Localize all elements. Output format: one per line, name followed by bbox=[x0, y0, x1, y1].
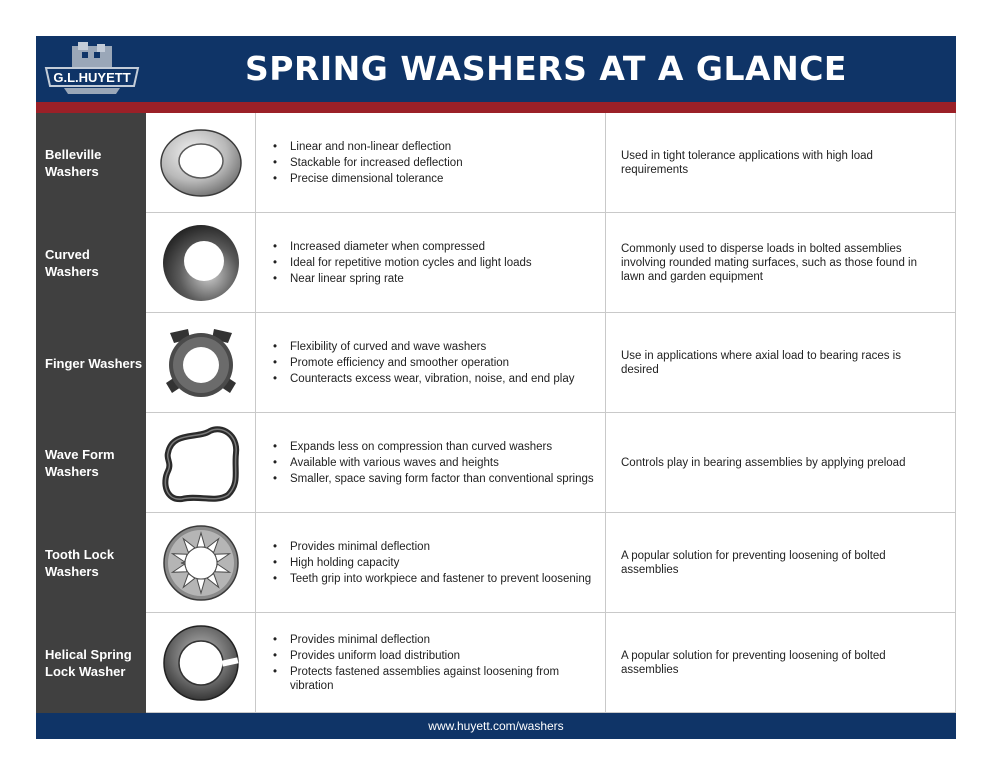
header-bar bbox=[36, 36, 956, 102]
use-cell: Used in tight tolerance applications with high load requirements bbox=[606, 113, 956, 213]
feature-item: • Available with various waves and heights bbox=[290, 456, 594, 470]
gl-huyett-logo bbox=[42, 40, 142, 98]
use-cell: Controls play in bearing assemblies by applying preload bbox=[606, 413, 956, 513]
table-row bbox=[36, 513, 956, 613]
table-row bbox=[36, 113, 956, 213]
table-row bbox=[36, 413, 956, 513]
table-row bbox=[36, 613, 956, 713]
feature-item: • Stackable for increased deflection bbox=[290, 156, 463, 170]
tooth-lock-washer-icon bbox=[158, 523, 244, 603]
washer-name: Wave Form Washers bbox=[36, 413, 146, 513]
washer-image-cell bbox=[146, 313, 256, 413]
feature-item: • Linear and non-linear deflection bbox=[290, 140, 463, 154]
features-cell bbox=[256, 113, 606, 213]
feature-item: • Increased diameter when compressed bbox=[290, 240, 532, 254]
feature-item: • Counteracts excess wear, vibration, noise, and end play bbox=[290, 372, 574, 386]
features-cell bbox=[256, 313, 606, 413]
feature-item: • Promote efficiency and smoother operation bbox=[290, 356, 574, 370]
wave-washer-icon bbox=[158, 423, 244, 503]
use-cell: Commonly used to disperse loads in bolted assemblies involving rounded mating surfaces, such as those found in lawn and garden equipment bbox=[606, 213, 956, 313]
footer-url-link[interactable]: www.huyett.com/washers bbox=[428, 719, 564, 733]
feature-item: • High holding capacity bbox=[290, 556, 591, 570]
page-title: SPRING WASHERS AT A GLANCE bbox=[245, 49, 847, 88]
washer-image-cell bbox=[146, 113, 256, 213]
features-cell bbox=[256, 613, 606, 713]
finger-washer-icon bbox=[158, 323, 244, 403]
logo-text: G.L.HUYETT bbox=[53, 70, 131, 85]
belleville-washer-icon bbox=[158, 127, 244, 199]
washer-image-cell bbox=[146, 213, 256, 313]
features-cell bbox=[256, 413, 606, 513]
features-cell bbox=[256, 513, 606, 613]
feature-item: • Protects fastened assemblies against loosening from vibration bbox=[290, 665, 605, 693]
feature-item: • Ideal for repetitive motion cycles and light loads bbox=[290, 256, 532, 270]
table-row bbox=[36, 313, 956, 413]
curved-washer-icon bbox=[158, 223, 244, 303]
feature-item: • Provides uniform load distribution bbox=[290, 649, 605, 663]
feature-item: • Teeth grip into workpiece and fastener to prevent loosening bbox=[290, 572, 591, 586]
feature-item: • Flexibility of curved and wave washers bbox=[290, 340, 574, 354]
helical-lock-washer-icon bbox=[158, 623, 244, 703]
washer-table bbox=[36, 113, 956, 713]
washer-name: Finger Washers bbox=[36, 313, 146, 413]
table-row bbox=[36, 213, 956, 313]
features-cell bbox=[256, 213, 606, 313]
washer-image-cell bbox=[146, 513, 256, 613]
feature-item: • Provides minimal deflection bbox=[290, 540, 591, 554]
use-cell: Use in applications where axial load to bearing races is desired bbox=[606, 313, 956, 413]
footer-bar bbox=[36, 713, 956, 739]
washer-name: Curved Washers bbox=[36, 213, 146, 313]
washer-name: Tooth Lock Washers bbox=[36, 513, 146, 613]
use-cell: A popular solution for preventing loosening of bolted assemblies bbox=[606, 613, 956, 713]
washer-image-cell bbox=[146, 413, 256, 513]
feature-item: • Near linear spring rate bbox=[290, 272, 532, 286]
sheet bbox=[36, 36, 956, 739]
feature-item: • Smaller, space saving form factor than conventional springs bbox=[290, 472, 594, 486]
feature-item: • Provides minimal deflection bbox=[290, 633, 605, 647]
washer-name: Helical Spring Lock Washer bbox=[36, 613, 146, 713]
washer-name: Belleville Washers bbox=[36, 113, 146, 213]
use-cell: A popular solution for preventing loosening of bolted assemblies bbox=[606, 513, 956, 613]
feature-item: • Precise dimensional tolerance bbox=[290, 172, 463, 186]
accent-bar bbox=[36, 102, 956, 113]
feature-item: • Expands less on compression than curved washers bbox=[290, 440, 594, 454]
washer-image-cell bbox=[146, 613, 256, 713]
